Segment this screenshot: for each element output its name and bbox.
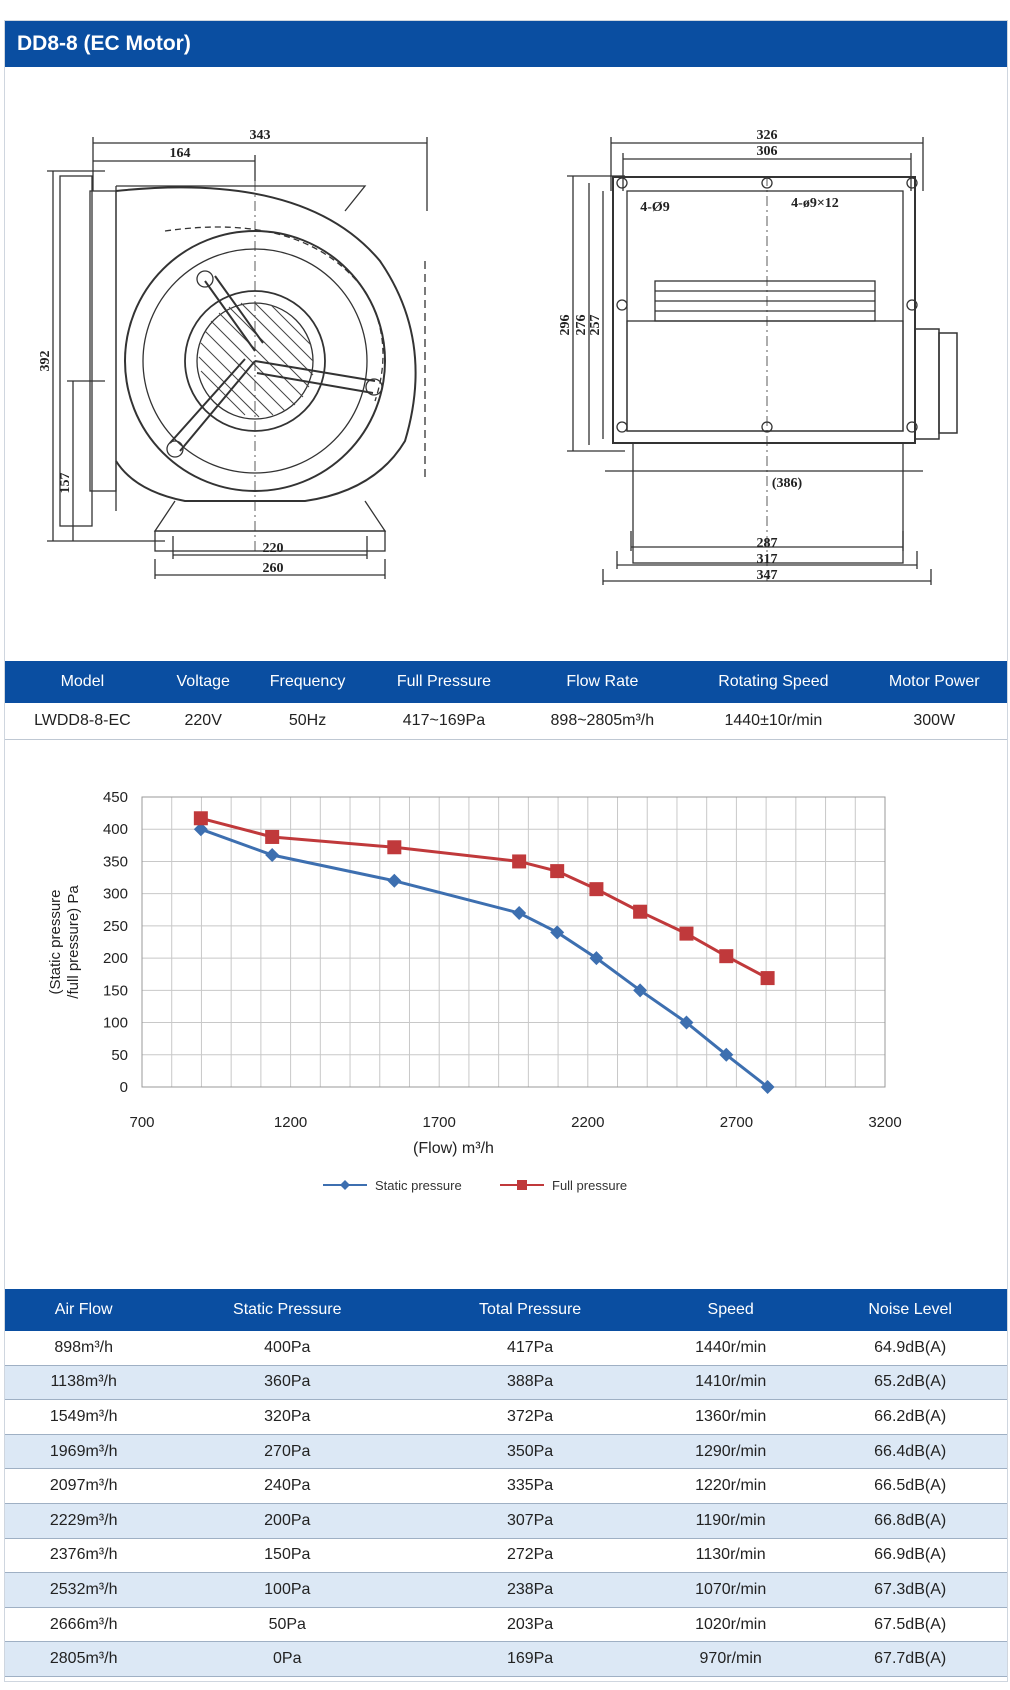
left-view-drawing bbox=[47, 137, 427, 579]
y-tick-label: 250 bbox=[102, 917, 128, 935]
y-axis-label-line2: /full pressure) Pa bbox=[65, 885, 82, 999]
y-tick-label: 300 bbox=[102, 885, 128, 903]
table-cell: 169Pa bbox=[412, 1642, 648, 1677]
table-cell: 2532m³/h bbox=[5, 1573, 162, 1608]
x-tick-label: 700 bbox=[129, 1114, 155, 1131]
spec-header: Full Pressure bbox=[368, 661, 519, 703]
table-cell: 388Pa bbox=[412, 1365, 648, 1400]
table-cell: 1969m³/h bbox=[5, 1434, 162, 1469]
spec-value: 1440±10r/min bbox=[685, 703, 861, 740]
table-row bbox=[5, 1607, 1007, 1642]
table-cell: 66.9dB(A) bbox=[813, 1538, 1007, 1573]
table-cell: 1220r/min bbox=[648, 1469, 813, 1504]
chart-legend bbox=[323, 1178, 627, 1193]
svg-text:(386): (386) bbox=[771, 476, 803, 491]
data-point bbox=[387, 874, 401, 888]
table-cell: 66.2dB(A) bbox=[813, 1400, 1007, 1435]
y-tick-label: 50 bbox=[111, 1046, 128, 1064]
svg-text:347: 347 bbox=[756, 568, 778, 583]
table-cell: 898m³/h bbox=[5, 1331, 162, 1365]
data-point bbox=[387, 840, 401, 854]
table-cell: 66.4dB(A) bbox=[813, 1434, 1007, 1469]
spec-value: 50Hz bbox=[247, 703, 369, 740]
data-point bbox=[761, 971, 775, 985]
spec-header: Voltage bbox=[160, 661, 247, 703]
y-tick-label: 200 bbox=[102, 950, 128, 968]
table-cell: 240Pa bbox=[162, 1469, 412, 1504]
series-line-full-pressure bbox=[201, 818, 768, 978]
table-row bbox=[5, 1365, 1007, 1400]
table-cell: 372Pa bbox=[412, 1400, 648, 1435]
spec-header-row bbox=[5, 661, 1007, 703]
svg-text:326: 326 bbox=[756, 128, 778, 143]
performance-table bbox=[5, 1289, 1007, 1677]
svg-text:392: 392 bbox=[38, 350, 53, 372]
table-cell: 1020r/min bbox=[648, 1607, 813, 1642]
spec-header: Model bbox=[5, 661, 160, 703]
svg-text:317: 317 bbox=[756, 552, 778, 567]
legend-marker bbox=[517, 1180, 527, 1190]
data-point bbox=[719, 949, 733, 963]
spec-value: 898~2805m³/h bbox=[519, 703, 685, 740]
spec-value: LWDD8-8-EC bbox=[5, 703, 160, 740]
data-point bbox=[633, 905, 647, 919]
table-cell: 1070r/min bbox=[648, 1573, 813, 1608]
svg-text:343: 343 bbox=[249, 128, 271, 143]
left-view-dimensions bbox=[38, 128, 284, 576]
y-tick-label: 0 bbox=[119, 1079, 128, 1096]
table-cell: 66.8dB(A) bbox=[813, 1503, 1007, 1538]
table-cell: 1190r/min bbox=[648, 1503, 813, 1538]
svg-text:257: 257 bbox=[588, 314, 603, 336]
table-cell: 2666m³/h bbox=[5, 1607, 162, 1642]
table-header: Total Pressure bbox=[412, 1289, 648, 1331]
table-header: Air Flow bbox=[5, 1289, 162, 1331]
table-cell: 2229m³/h bbox=[5, 1503, 162, 1538]
svg-text:306: 306 bbox=[756, 144, 778, 159]
y-tick-label: 150 bbox=[102, 982, 128, 1000]
table-row bbox=[5, 1400, 1007, 1435]
svg-text:164: 164 bbox=[169, 146, 191, 161]
table-row bbox=[5, 1538, 1007, 1573]
table-header: Speed bbox=[648, 1289, 813, 1331]
x-tick-labels bbox=[129, 1114, 901, 1131]
data-point bbox=[512, 854, 526, 868]
table-row bbox=[5, 1434, 1007, 1469]
legend-label: Full pressure bbox=[552, 1178, 628, 1193]
chart-grid bbox=[142, 797, 885, 1087]
spec-value: 300W bbox=[861, 703, 1007, 740]
table-cell: 200Pa bbox=[162, 1503, 412, 1538]
table-header: Noise Level bbox=[813, 1289, 1007, 1331]
table-cell: 1410r/min bbox=[648, 1365, 813, 1400]
svg-text:276: 276 bbox=[574, 314, 589, 336]
spec-header: Rotating Speed bbox=[685, 661, 861, 703]
table-cell: 67.7dB(A) bbox=[813, 1642, 1007, 1677]
legend-label: Static pressure bbox=[375, 1178, 462, 1193]
table-cell: 50Pa bbox=[162, 1607, 412, 1642]
data-point bbox=[679, 927, 693, 941]
x-tick-label: 1200 bbox=[273, 1114, 308, 1131]
spec-value: 220V bbox=[160, 703, 247, 740]
y-tick-labels bbox=[103, 789, 128, 1096]
table-cell: 100Pa bbox=[162, 1573, 412, 1608]
svg-text:260: 260 bbox=[262, 561, 284, 576]
table-header: Static Pressure bbox=[162, 1289, 412, 1331]
right-view-dimensions bbox=[558, 128, 839, 583]
svg-text:296: 296 bbox=[558, 314, 573, 336]
table-cell: 238Pa bbox=[412, 1573, 648, 1608]
table-cell: 307Pa bbox=[412, 1503, 648, 1538]
table-cell: 1360r/min bbox=[648, 1400, 813, 1435]
chart-series bbox=[194, 811, 775, 1094]
table-cell: 350Pa bbox=[412, 1434, 648, 1469]
table-row bbox=[5, 1642, 1007, 1677]
table-row bbox=[5, 1331, 1007, 1365]
table-cell: 65.2dB(A) bbox=[813, 1365, 1007, 1400]
spec-header: Motor Power bbox=[861, 661, 1007, 703]
y-tick-label: 100 bbox=[102, 1014, 128, 1032]
svg-text:157: 157 bbox=[58, 472, 73, 494]
table-cell: 970r/min bbox=[648, 1642, 813, 1677]
data-point bbox=[265, 830, 279, 844]
y-tick-label: 400 bbox=[102, 821, 128, 839]
x-tick-label: 3200 bbox=[868, 1114, 902, 1131]
legend-marker bbox=[340, 1180, 350, 1190]
table-header-row bbox=[5, 1289, 1007, 1331]
data-point bbox=[550, 864, 564, 878]
table-row bbox=[5, 1573, 1007, 1608]
data-point bbox=[194, 811, 208, 825]
spec-value: 417~169Pa bbox=[368, 703, 519, 740]
table-cell: 1130r/min bbox=[648, 1538, 813, 1573]
table-cell: 150Pa bbox=[162, 1538, 412, 1573]
performance-chart bbox=[5, 785, 1007, 1255]
table-cell: 66.5dB(A) bbox=[813, 1469, 1007, 1504]
table-cell: 270Pa bbox=[162, 1434, 412, 1469]
data-point bbox=[589, 882, 603, 896]
table-cell: 335Pa bbox=[412, 1469, 648, 1504]
table-cell: 203Pa bbox=[412, 1607, 648, 1642]
data-point bbox=[265, 848, 279, 862]
table-cell: 400Pa bbox=[162, 1331, 412, 1365]
data-point bbox=[512, 906, 526, 920]
table-cell: 67.5dB(A) bbox=[813, 1607, 1007, 1642]
svg-text:287: 287 bbox=[756, 536, 778, 551]
svg-text:220: 220 bbox=[262, 541, 284, 556]
y-tick-label: 350 bbox=[102, 853, 128, 871]
table-cell: 1549m³/h bbox=[5, 1400, 162, 1435]
svg-text:4-Ø9: 4-Ø9 bbox=[640, 200, 670, 215]
right-view-drawing bbox=[567, 137, 957, 585]
table-cell: 2805m³/h bbox=[5, 1642, 162, 1677]
table-cell: 360Pa bbox=[162, 1365, 412, 1400]
x-tick-label: 2200 bbox=[571, 1114, 605, 1131]
technical-drawing bbox=[5, 81, 1007, 671]
spec-value-row bbox=[5, 703, 1007, 740]
table-cell: 2376m³/h bbox=[5, 1538, 162, 1573]
x-tick-label: 1700 bbox=[422, 1114, 456, 1131]
page-title: DD8-8 (EC Motor) bbox=[5, 21, 1007, 67]
y-tick-label: 450 bbox=[102, 789, 128, 806]
table-cell: 417Pa bbox=[412, 1331, 648, 1365]
table-cell: 1138m³/h bbox=[5, 1365, 162, 1400]
x-axis-label: (Flow) m³/h bbox=[413, 1140, 494, 1157]
table-cell: 2097m³/h bbox=[5, 1469, 162, 1504]
y-axis-label-line1: (Static pressure bbox=[47, 889, 64, 995]
table-cell: 67.3dB(A) bbox=[813, 1573, 1007, 1608]
table-row bbox=[5, 1503, 1007, 1538]
table-cell: 320Pa bbox=[162, 1400, 412, 1435]
table-cell: 64.9dB(A) bbox=[813, 1331, 1007, 1365]
table-cell: 272Pa bbox=[412, 1538, 648, 1573]
plot-frame bbox=[142, 797, 885, 1087]
table-cell: 1290r/min bbox=[648, 1434, 813, 1469]
spec-header: Frequency bbox=[247, 661, 369, 703]
spec-header: Flow Rate bbox=[519, 661, 685, 703]
svg-text:4-ø9×12: 4-ø9×12 bbox=[791, 196, 839, 211]
table-cell: 1440r/min bbox=[648, 1331, 813, 1365]
table-cell: 0Pa bbox=[162, 1642, 412, 1677]
table-row bbox=[5, 1469, 1007, 1504]
x-tick-label: 2700 bbox=[719, 1114, 754, 1131]
spec-table bbox=[5, 661, 1007, 740]
datasheet-page bbox=[4, 20, 1008, 1682]
